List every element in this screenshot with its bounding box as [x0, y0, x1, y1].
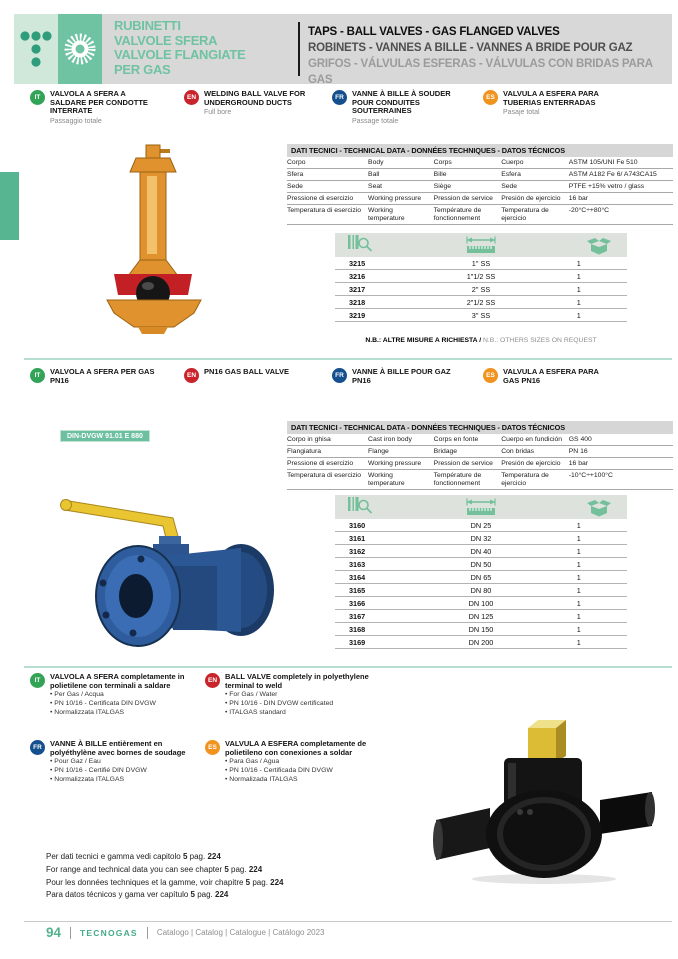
- feature-item: • Para Gas / Agua: [225, 757, 380, 766]
- tech-row: [287, 169, 673, 181]
- product-subtitle: Passaggio totale: [50, 117, 102, 125]
- note-text: Para datos técnicos y gama ver capítulo: [46, 890, 191, 900]
- logo-t-dots-icon: [14, 14, 58, 84]
- product-qty-cell: 1: [576, 258, 581, 268]
- tech-cell-value: PTFE +15% vetro / glass: [568, 182, 645, 190]
- product-table-header: [335, 495, 627, 519]
- product-size-cell: DN 100: [468, 598, 494, 608]
- product-size-cell: DN 125: [468, 611, 494, 621]
- product-table-body: [335, 257, 627, 322]
- header-titles: [308, 24, 672, 88]
- product-code-cell: 3217: [349, 284, 366, 294]
- it-badge-icon: IT: [30, 673, 45, 688]
- pe-valve-title: VALVULA A ESFERA completamente de polietileno con conexiones a soldar: [225, 739, 367, 757]
- product-qty-cell: 1: [576, 637, 581, 647]
- tech-cell-fr: Pression de service: [433, 194, 493, 202]
- en-badge-icon: EN: [184, 368, 199, 383]
- product-title: VANNE À BILLE À SOUDER POUR CONDUITES SOUTERRAINES: [352, 89, 451, 115]
- section-divider: [24, 666, 672, 668]
- product-code-cell: 3165: [349, 585, 366, 595]
- tech-cell-fr: Corps en fonte: [433, 435, 479, 443]
- tech-cell-it: Temperatura di esercizio: [287, 206, 362, 214]
- tech-cell-value: GS 400: [568, 435, 592, 443]
- product-title: VALVULA A ESFERA PARA TUBERIAS ENTERRADAS: [503, 89, 599, 107]
- note-text: Pour les données techniques et la gamme, voir chapitre: [46, 877, 246, 887]
- tech-cell-en: Cast iron body: [368, 435, 412, 443]
- page-title-fr: ROBINETS - VANNES A BILLE - VANNES A BRIDE POUR GAZ: [308, 42, 633, 54]
- tech-cell-es: Esfera: [501, 170, 521, 178]
- lang-block-en: [184, 90, 314, 116]
- tech-row: [287, 205, 673, 225]
- product-row: [335, 597, 627, 610]
- pe-valve-title: VALVOLA A SFERA completamente in polietilene con terminali a saldare: [50, 672, 185, 690]
- page-ref-number: 224: [270, 877, 284, 887]
- tech-cell-fr: Bridage: [433, 447, 458, 455]
- product-code-cell: 3162: [349, 546, 366, 556]
- feature-item: • PN 10/16 - DIN DVGW certificated: [225, 699, 380, 708]
- product-qty-cell: 1: [576, 585, 581, 595]
- product-title: VALVOLA A SFERA A SALDARE PER CONDOTTE INTERRATE: [50, 89, 148, 115]
- brand-line: RUBINETTI: [114, 18, 181, 33]
- fr-badge-icon: FR: [332, 368, 347, 383]
- product-qty-cell: 1: [576, 598, 581, 608]
- dimension-icon: [431, 498, 530, 516]
- tech-row: [287, 434, 673, 446]
- product-row: [335, 309, 627, 322]
- tech-cell-it: Flangiatura: [287, 447, 322, 455]
- product-qty-cell: 1: [576, 520, 581, 530]
- tech-cell-it: Sfera: [287, 170, 304, 178]
- catalog-label: Catalogo | Catalog | Catalogue | Catálogo 2023: [156, 928, 325, 937]
- product-qty-cell: 1: [576, 546, 581, 556]
- product-code-cell: 3169: [349, 637, 366, 647]
- lang-block-en: [184, 368, 314, 383]
- feature-item: • Normalizzata ITALGAS: [50, 775, 205, 784]
- tech-cell-value: 16 bar: [568, 459, 589, 467]
- feature-item: • Normalizada ITALGAS: [225, 775, 380, 784]
- chapter-number: 5: [245, 877, 251, 887]
- product-qty-cell: 1: [576, 559, 581, 569]
- tech-row: [287, 193, 673, 205]
- footer-separator: [147, 927, 148, 939]
- product-code-cell: 3216: [349, 271, 366, 281]
- product-title: VANNE À BILLE POUR GAZ PN16: [352, 367, 451, 385]
- product-row: [335, 584, 627, 597]
- product-qty-cell: 1: [576, 611, 581, 621]
- page-ref-number: 224: [215, 890, 229, 900]
- en-badge-icon: EN: [205, 673, 220, 688]
- feature-item: • PN 10/16 - Certificata DIN DVGW: [50, 699, 205, 708]
- product-code-cell: 3163: [349, 559, 366, 569]
- feature-item: • ITALGAS standard: [225, 708, 380, 717]
- lang-block-fr: [332, 368, 462, 385]
- sunburst-icon: [58, 14, 102, 84]
- note-text: pag.: [228, 864, 249, 874]
- tech-cell-en: Ball: [368, 170, 380, 178]
- product-table-body: [335, 519, 627, 649]
- tech-cell-value: 16 bar: [568, 194, 589, 202]
- tech-cell-en: Flange: [368, 447, 389, 455]
- reference-note-line: [46, 889, 284, 902]
- tech-cell-en: Working pressure: [368, 459, 422, 467]
- product-code-cell: 3168: [349, 624, 366, 634]
- din-dvgw-approval-badge: DIN-DVGW 91.01 E 880: [60, 430, 150, 442]
- chapter-edge-tab: [0, 172, 19, 240]
- logo-dots-tile: [14, 14, 58, 84]
- product-title: PN16 GAS BALL VALVE: [204, 367, 290, 376]
- tech-cell-es: Presión de ejercicio: [501, 459, 561, 467]
- reference-note-line: [46, 864, 284, 877]
- tech-row: [287, 181, 673, 193]
- product-size-cell: 1"1/2 SS: [466, 271, 496, 281]
- tech-cell-it: Corpo: [287, 158, 306, 166]
- product-row: [335, 270, 627, 283]
- tech-cell-fr: Température de fonctionnement: [433, 471, 482, 487]
- feature-list: [50, 757, 205, 784]
- product-title: WELDING BALL VALVE FOR UNDERGROUND DUCTS: [204, 89, 306, 107]
- tech-cell-it: Sede: [287, 182, 303, 190]
- it-badge-icon: IT: [30, 90, 45, 105]
- product-code-cell: 3164: [349, 572, 366, 582]
- product-qty-cell: 1: [576, 297, 581, 307]
- package-icon: [531, 236, 627, 255]
- page-header: [14, 14, 672, 84]
- lang-block-es: [483, 90, 613, 116]
- fr-badge-icon: FR: [332, 90, 347, 105]
- feature-list: [225, 757, 380, 784]
- product-row: [335, 519, 627, 532]
- sizes-on-request-note: [335, 337, 627, 344]
- brand-title-it: [114, 19, 245, 77]
- product-size-cell: DN 32: [470, 533, 492, 543]
- feature-list: [225, 690, 380, 717]
- product-size-cell: DN 50: [470, 559, 492, 569]
- product-table-header: [335, 233, 627, 257]
- reference-note-line: [46, 851, 284, 864]
- reference-note-line: [46, 877, 284, 890]
- lang-block-it: [30, 368, 160, 385]
- page-ref-number: 224: [207, 852, 221, 861]
- product-row: [335, 623, 627, 636]
- header-divider: [298, 22, 300, 76]
- barcode-search-icon: [335, 234, 431, 257]
- product-size-cell: DN 25: [470, 520, 492, 530]
- chapter-number: 5: [182, 852, 188, 861]
- note-text: pag.: [250, 877, 271, 887]
- tech-row: [287, 446, 673, 458]
- product-row: [335, 558, 627, 571]
- brand-line: VALVOLE FLANGIATE: [114, 47, 246, 62]
- tech-cell-en: Working pressure: [368, 194, 422, 202]
- product-row: [335, 532, 627, 545]
- product-subtitle: Pasaje total: [503, 109, 540, 116]
- feature-item: • PN 10/16 - Certificada DIN DVGW: [225, 766, 380, 775]
- note-gray: N.B.: OTHERS SIZES ON REQUEST: [481, 337, 597, 344]
- feature-item: • PN 10/16 - Certifié DIN DVGW: [50, 766, 205, 775]
- tech-cell-value: ASTM A182 Fe 6/ A743CA15: [568, 170, 657, 178]
- pe-valve-block-fr: [30, 740, 205, 784]
- tech-cell-it: Pressione di esercizio: [287, 194, 354, 202]
- tech-cell-en: Working temperature: [368, 206, 405, 222]
- product-size-cell: 2"1/2 SS: [466, 297, 496, 307]
- product-row: [335, 296, 627, 309]
- lang-block-es: [483, 368, 613, 385]
- feature-item: • For Gas / Water: [225, 690, 380, 699]
- pe-valve-title: VANNE À BILLE entièrement en polyéthylène avec bornes de soudage: [50, 739, 186, 757]
- product-title: VALVULA A ESFERA PARA GAS PN16: [503, 367, 599, 385]
- brand-name: TECNOGAS: [80, 927, 138, 938]
- tech-cell-fr: Température de fonctionnement: [433, 206, 482, 222]
- tech-cell-value: ASTM 105/UNI Fe 510: [568, 158, 638, 166]
- product-row: [335, 545, 627, 558]
- tech-cell-fr: Corps: [433, 158, 452, 166]
- product-code-cell: 3160: [349, 520, 366, 530]
- it-badge-icon: IT: [30, 368, 45, 383]
- product-image-welding-valve: [104, 143, 204, 335]
- note-text: pag.: [187, 852, 208, 861]
- reference-notes: [46, 851, 284, 902]
- en-badge-icon: EN: [184, 90, 199, 105]
- product-qty-cell: 1: [576, 271, 581, 281]
- product-code-cell: 3219: [349, 310, 366, 320]
- product-code-cell: 3167: [349, 611, 366, 621]
- tech-cell-en: Working temperature: [368, 471, 405, 487]
- product-size-cell: 1" SS: [471, 258, 491, 268]
- product-size-cell: 2" SS: [471, 284, 491, 294]
- product-image-flanged-valve: [55, 478, 285, 653]
- tech-cell-fr: Pression de service: [433, 459, 493, 467]
- product-code-cell: 3215: [349, 258, 366, 268]
- product-row: [335, 610, 627, 623]
- page-title-es: GRIFOS - VÁLVULAS ESFERAS - VÁLVULAS CON BRIDAS PARA GAS: [308, 58, 653, 86]
- dimension-icon: [431, 236, 530, 254]
- tech-cell-en: Body: [368, 158, 384, 166]
- feature-item: • Per Gas / Acqua: [50, 690, 205, 699]
- product-image-pe-valve: [432, 716, 657, 886]
- section-divider: [24, 358, 672, 360]
- note-bold: N.B.: ALTRE MISURE A RICHIESTA /: [365, 337, 482, 344]
- product-code-cell: 3166: [349, 598, 366, 608]
- product-title: VALVOLA A SFERA PER GAS PN16: [50, 367, 155, 385]
- tech-cell-es: Sede: [501, 182, 518, 190]
- page-title-en: TAPS - BALL VALVES - GAS FLANGED VALVES: [308, 26, 560, 38]
- pe-valve-block-it: [30, 673, 205, 717]
- tech-cell-es: Con bridas: [501, 447, 535, 455]
- tech-cell-it: Temperatura di esercizio: [287, 471, 362, 479]
- page-number: 94: [46, 925, 62, 940]
- product-qty-cell: 1: [576, 284, 581, 294]
- tech-cell-value: -10°C÷+100°C: [568, 471, 613, 479]
- chapter-number: 5: [224, 864, 229, 874]
- fr-badge-icon: FR: [30, 740, 45, 755]
- feature-item: • Normalizzata ITALGAS: [50, 708, 205, 717]
- product-size-cell: DN 150: [468, 624, 494, 634]
- logo-sun-tile: [58, 14, 102, 84]
- tech-cell-fr: Bille: [433, 170, 447, 178]
- pe-valve-title: BALL VALVE completely in polyethylene terminal to weld: [225, 672, 369, 690]
- product-row: [335, 571, 627, 584]
- tech-cell-es: Temperatura de ejercicio: [501, 471, 549, 487]
- product-size-cell: DN 65: [470, 572, 492, 582]
- tech-cell-es: Presión de ejercicio: [501, 194, 561, 202]
- product-row: [335, 283, 627, 296]
- feature-item: • Pour Gaz / Eau: [50, 757, 205, 766]
- product-qty-cell: 1: [576, 572, 581, 582]
- tech-table-title: DATI TECNICI - TECHNICAL DATA - DONNÉES TECHNIQUES - DATOS TÉCNICOS: [287, 144, 673, 157]
- chapter-number: 5: [190, 890, 195, 900]
- es-badge-icon: ES: [483, 90, 498, 105]
- note-text: Per dati tecnici e gamma vedi capitolo: [46, 852, 183, 861]
- product-qty-cell: 1: [576, 533, 581, 543]
- tech-data-table-1: [287, 144, 673, 225]
- product-code-cell: 3161: [349, 533, 366, 543]
- pe-valve-block-en: [205, 673, 380, 717]
- note-text: For range and technical data you can see chapter: [46, 864, 225, 874]
- feature-list: [50, 690, 205, 717]
- brand-line: PER GAS: [114, 61, 171, 77]
- tech-cell-it: Corpo in ghisa: [287, 435, 331, 443]
- lang-block-it: [30, 90, 160, 125]
- product-size-cell: DN 40: [470, 546, 492, 556]
- tech-row: [287, 458, 673, 470]
- pe-valve-block-es: [205, 740, 380, 784]
- product-subtitle: Full bore: [204, 109, 232, 116]
- es-badge-icon: ES: [483, 368, 498, 383]
- tech-cell-es: Cuerpo: [501, 158, 524, 166]
- note-text: pag.: [194, 890, 215, 900]
- brand-line: VALVOLE SFERA: [114, 32, 218, 48]
- product-size-cell: DN 200: [468, 637, 494, 647]
- tech-table-body: [287, 157, 673, 225]
- tech-table-body: [287, 434, 673, 490]
- product-table-1: [335, 233, 627, 322]
- tech-cell-value: PN 16: [568, 447, 588, 455]
- product-size-cell: 3" SS: [471, 310, 491, 320]
- product-size-cell: DN 80: [470, 585, 492, 595]
- tech-cell-fr: Siège: [433, 182, 452, 190]
- product-code-cell: 3218: [349, 297, 366, 307]
- page-ref-number: 224: [248, 864, 263, 874]
- product-subtitle: Passage totale: [352, 117, 399, 125]
- tech-table-title: DATI TECNICI - TECHNICAL DATA - DONNÉES TECHNIQUES - DATOS TÉCNICOS: [287, 421, 673, 434]
- tech-cell-es: Cuerpo en fundición: [501, 435, 563, 443]
- tech-data-table-2: [287, 421, 673, 490]
- tech-cell-en: Seat: [368, 182, 383, 190]
- tech-row: [287, 157, 673, 169]
- product-qty-cell: 1: [576, 624, 581, 634]
- product-row: [335, 636, 627, 649]
- footer-rule: [24, 921, 672, 922]
- tech-cell-value: -20°C÷+80°C: [568, 206, 610, 214]
- package-icon: [531, 498, 627, 517]
- product-row: [335, 257, 627, 270]
- tech-cell-es: Temperatura de ejercicio: [501, 206, 549, 222]
- page-footer: [46, 925, 325, 940]
- footer-separator: [70, 927, 71, 939]
- lang-block-fr: [332, 90, 462, 125]
- tech-row: [287, 470, 673, 490]
- es-badge-icon: ES: [205, 740, 220, 755]
- barcode-search-icon: [335, 496, 431, 519]
- product-table-2: [335, 495, 627, 649]
- product-qty-cell: 1: [576, 310, 581, 320]
- tech-cell-it: Pressione di esercizio: [287, 459, 354, 467]
